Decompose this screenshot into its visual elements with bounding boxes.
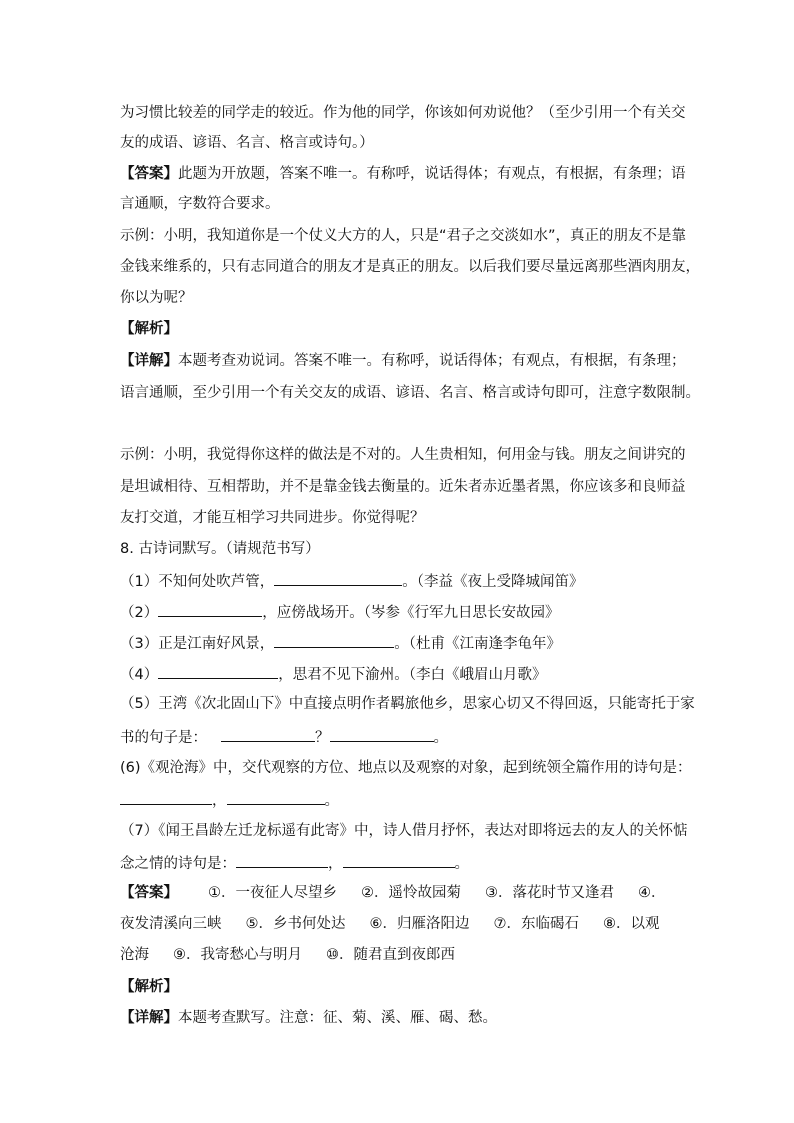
answer-tag: 【答案】 bbox=[120, 166, 178, 182]
item-text: 书的句子是： bbox=[120, 730, 207, 746]
detail-tag: 【详解】 bbox=[120, 353, 178, 369]
item-text: 。 bbox=[433, 730, 448, 746]
answer-item: ⑨．我寄愁心与明月 bbox=[173, 947, 302, 963]
answer-blank[interactable] bbox=[221, 726, 315, 742]
answer-item: ④． bbox=[638, 885, 666, 901]
q8-answer-line-1 bbox=[120, 883, 680, 903]
q7-answer-example-2: 金钱来维系的，只有志同道合的朋友才是真正的朋友。以后我们要尽量远离那些酒肉朋友， bbox=[120, 259, 700, 275]
answer-item: ①．一夜征人尽望乡 bbox=[208, 885, 337, 901]
answer-text: 此题为开放题，答案不唯一。有称呼，说话得体；有观点，有根据，有条理；语 bbox=[178, 166, 686, 182]
item-text: （1）不知何处吹芦管， bbox=[120, 574, 275, 590]
item-text: ，应傍战场开。（岑参《行军九日思长安故园》 bbox=[262, 605, 560, 621]
q8-item-5-line-2 bbox=[120, 726, 680, 748]
item-text: 。 bbox=[454, 856, 469, 872]
item-text: ？ bbox=[315, 730, 330, 746]
q8-item-7-line-1: （7）《闻王昌龄左迁龙标遥有此寄》中，诗人借月抒怀，表达对即将远去的友人的关怀惦 bbox=[120, 823, 688, 839]
item-text: （4） bbox=[120, 667, 159, 683]
q8-item-4 bbox=[120, 663, 680, 685]
detail-text: 本题考查劝说词。答案不唯一。有称呼，说话得体；有观点，有根据，有条理； bbox=[178, 353, 686, 369]
answer-tag: 【答案】 bbox=[120, 885, 178, 901]
answer-blank[interactable] bbox=[158, 663, 278, 679]
item-text: （2） bbox=[120, 605, 159, 621]
q7-answer-line-1 bbox=[120, 164, 686, 184]
q7-detail-line-2: 语言通顺，至少引用一个有关交友的成语、谚语、名言、格言或诗句即可，注意字数限制。 bbox=[120, 385, 700, 401]
q8-analysis-tag: 【解析】 bbox=[120, 979, 178, 995]
answer-blank[interactable] bbox=[274, 570, 402, 586]
q8-item-1 bbox=[120, 570, 680, 592]
q8-item-5-line-1: （5）王湾《次北固山下》中直接点明作者羁旅他乡，思家心切又不得回返，只能寄托于家 bbox=[120, 696, 695, 712]
q7-answer-example-1: 示例：小明，我知道你是一个仗义大方的人，只是“君子之交淡如水”，真正的朋友不是靠 bbox=[120, 228, 687, 244]
item-text: 。 bbox=[324, 793, 339, 809]
q8-item-3 bbox=[120, 632, 680, 654]
item-text: 。（杜甫《江南逢李龟年》 bbox=[394, 636, 561, 652]
detail-text: 本题考查默写。注意：征、菊、溪、雁、碣、愁。 bbox=[178, 1010, 497, 1026]
answer-item: ⑧．以观 bbox=[603, 916, 660, 932]
answer-item: 沧海 bbox=[120, 947, 149, 963]
answer-blank[interactable] bbox=[236, 852, 328, 868]
q7-answer-example-3: 你以为呢？ bbox=[120, 290, 193, 306]
answer-item: ②．遥怜故园菊 bbox=[361, 885, 461, 901]
q7-detail-example-2: 是坦诚相待、互相帮助，并不是靠金钱去衡量的。近朱者赤近墨者黑，你应该多和良师益 bbox=[120, 479, 686, 495]
q8-item-6-line-2 bbox=[120, 789, 680, 811]
q7-analysis-tag: 【解析】 bbox=[120, 321, 178, 337]
q8-detail-line bbox=[120, 1008, 680, 1028]
answer-blank[interactable] bbox=[120, 789, 212, 805]
answer-item: ⑤．乡书何处达 bbox=[245, 916, 346, 932]
q7-detail-example-1: 示例：小明，我觉得你这样的做法是不对的。人生贵相知，何用金与钱。朋友之间讲究的 bbox=[120, 447, 686, 463]
item-text: ，思君不见下渝州。（李白《峨眉山月歌》 bbox=[278, 667, 547, 683]
q7-detail-line-1 bbox=[120, 351, 686, 371]
q7-prompt-line-2: 友的成语、谚语、名言、格言或诗句。） bbox=[120, 135, 374, 151]
q8-answer-line-3 bbox=[120, 945, 680, 965]
answer-item: 夜发清溪向三峡 bbox=[120, 916, 222, 932]
q8-item-7-line-2 bbox=[120, 852, 680, 874]
answer-blank[interactable] bbox=[343, 852, 455, 868]
answer-item: ⑥．归雁洛阳边 bbox=[369, 916, 470, 932]
answer-blank[interactable] bbox=[274, 632, 394, 648]
q7-detail-example-3: 友打交道，才能互相学习共同进步。你觉得呢？ bbox=[120, 510, 425, 526]
answer-item: ⑦．东临碣石 bbox=[493, 916, 579, 932]
item-text: ， bbox=[212, 793, 227, 809]
item-text: ， bbox=[328, 856, 343, 872]
answer-blank[interactable] bbox=[158, 601, 262, 617]
item-text: 念之情的诗句是： bbox=[120, 856, 236, 872]
item-text: （3）正是江南好风景， bbox=[120, 636, 275, 652]
q8-title: 8. 古诗词默写。（请规范书写） bbox=[120, 541, 320, 557]
q8-item-2 bbox=[120, 601, 680, 623]
answer-blank[interactable] bbox=[227, 789, 325, 805]
answer-blank[interactable] bbox=[330, 726, 434, 742]
item-text: 。（李益《夜上受降城闻笛》 bbox=[402, 574, 584, 590]
q7-answer-line-2: 言通顺，字数符合要求。 bbox=[120, 196, 280, 212]
q7-prompt-line-1: 为习惯比较差的同学走的较近。作为他的同学，你该如何劝说他？（至少引用一个有关交 bbox=[120, 105, 686, 121]
q8-item-6-line-1: (6)《观沧海》中，交代观察的方位、地点以及观察的对象，起到统领全篇作用的诗句是： bbox=[120, 760, 692, 776]
q8-answer-line-2 bbox=[120, 914, 680, 934]
answer-item: ③．落花时节又逢君 bbox=[485, 885, 614, 901]
detail-tag: 【详解】 bbox=[120, 1010, 178, 1026]
answer-item: ⑩．随君直到夜郎西 bbox=[326, 947, 455, 963]
